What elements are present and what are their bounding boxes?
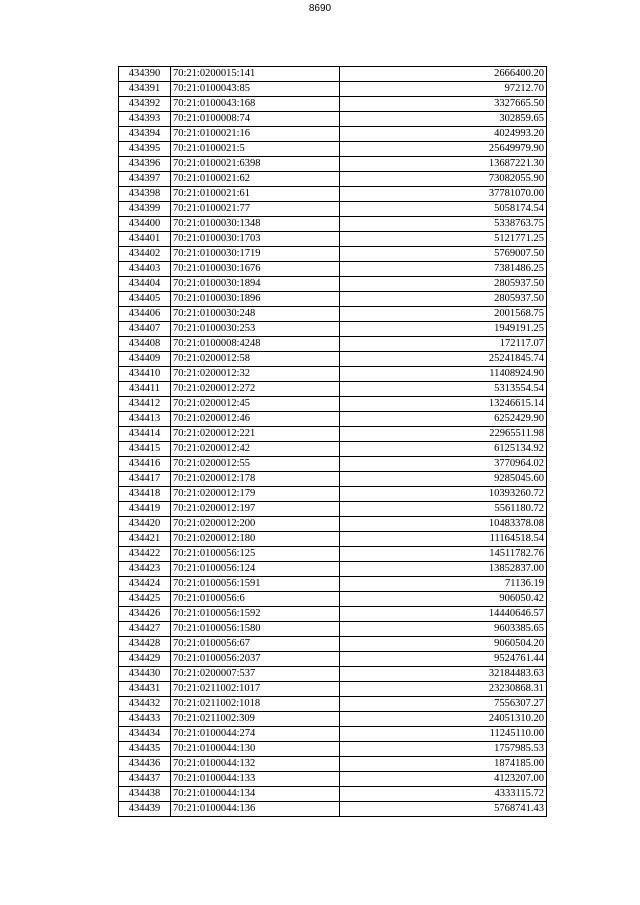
record-number-cell: 434418 — [119, 487, 171, 502]
cadastral-number-cell: 70:21:0100043:85 — [171, 82, 340, 97]
value-cell: 906050.42 — [340, 592, 547, 607]
cadastral-number-cell: 70:21:0100030:1894 — [171, 277, 340, 292]
value-cell: 32184483.63 — [340, 667, 547, 682]
record-number-cell: 434405 — [119, 292, 171, 307]
record-number-cell: 434411 — [119, 382, 171, 397]
record-number-cell: 434429 — [119, 652, 171, 667]
record-number-cell: 434425 — [119, 592, 171, 607]
table-row — [119, 772, 547, 787]
cadastral-number-cell: 70:21:0100030:253 — [171, 322, 340, 337]
value-cell: 37781070.00 — [340, 187, 547, 202]
record-number-cell: 434416 — [119, 457, 171, 472]
record-number-cell: 434391 — [119, 82, 171, 97]
table-row — [119, 637, 547, 652]
record-number-cell: 434402 — [119, 247, 171, 262]
record-number-cell: 434431 — [119, 682, 171, 697]
record-number-cell: 434393 — [119, 112, 171, 127]
cadastral-number-cell: 70:21:0100021:61 — [171, 187, 340, 202]
table-row — [119, 652, 547, 667]
value-cell: 2805937.50 — [340, 292, 547, 307]
record-number-cell: 434390 — [119, 67, 171, 82]
value-cell: 25241845.74 — [340, 352, 547, 367]
value-cell: 5769007.50 — [340, 247, 547, 262]
cadastral-number-cell: 70:21:0200012:179 — [171, 487, 340, 502]
record-number-cell: 434408 — [119, 337, 171, 352]
value-cell: 13246615.14 — [340, 397, 547, 412]
table-row — [119, 307, 547, 322]
cadastral-number-cell: 70:21:0100030:248 — [171, 307, 340, 322]
value-cell: 24051310.20 — [340, 712, 547, 727]
value-cell: 13687221.30 — [340, 157, 547, 172]
table-row — [119, 592, 547, 607]
record-number-cell: 434397 — [119, 172, 171, 187]
table-row — [119, 697, 547, 712]
table-row — [119, 427, 547, 442]
table-row — [119, 532, 547, 547]
value-cell: 1874185.00 — [340, 757, 547, 772]
cadastral-number-cell: 70:21:0200012:180 — [171, 532, 340, 547]
record-number-cell: 434434 — [119, 727, 171, 742]
record-number-cell: 434396 — [119, 157, 171, 172]
cadastral-number-cell: 70:21:0211002:1018 — [171, 697, 340, 712]
cadastral-number-cell: 70:21:0211002:309 — [171, 712, 340, 727]
record-number-cell: 434394 — [119, 127, 171, 142]
table-row — [119, 337, 547, 352]
record-number-cell: 434420 — [119, 517, 171, 532]
cadastral-number-cell: 70:21:0100030:1703 — [171, 232, 340, 247]
table-row — [119, 217, 547, 232]
table-row — [119, 577, 547, 592]
table-row — [119, 682, 547, 697]
record-number-cell: 434400 — [119, 217, 171, 232]
value-cell: 5338763.75 — [340, 217, 547, 232]
value-cell: 6125134.92 — [340, 442, 547, 457]
cadastral-number-cell: 70:21:0100021:6398 — [171, 157, 340, 172]
value-cell: 11408924.90 — [340, 367, 547, 382]
record-number-cell: 434435 — [119, 742, 171, 757]
table-row — [119, 667, 547, 682]
value-cell: 2001568.75 — [340, 307, 547, 322]
value-cell: 9524761.44 — [340, 652, 547, 667]
table-row — [119, 727, 547, 742]
record-number-cell: 434438 — [119, 787, 171, 802]
record-number-cell: 434433 — [119, 712, 171, 727]
record-number-cell: 434401 — [119, 232, 171, 247]
cadastral-number-cell: 70:21:0100056:67 — [171, 637, 340, 652]
value-cell: 14511782.76 — [340, 547, 547, 562]
cadastral-number-cell: 70:21:0100043:168 — [171, 97, 340, 112]
value-cell: 23230868.31 — [340, 682, 547, 697]
records-table — [118, 66, 547, 817]
cadastral-number-cell: 70:21:0200012:32 — [171, 367, 340, 382]
cadastral-number-cell: 70:21:0100044:132 — [171, 757, 340, 772]
record-number-cell: 434426 — [119, 607, 171, 622]
table-row — [119, 247, 547, 262]
value-cell: 1949191.25 — [340, 322, 547, 337]
table-row — [119, 112, 547, 127]
cadastral-number-cell: 70:21:0200012:46 — [171, 412, 340, 427]
table-row — [119, 82, 547, 97]
value-cell: 73082055.90 — [340, 172, 547, 187]
value-cell: 4024993.20 — [340, 127, 547, 142]
cadastral-number-cell: 70:21:0200012:272 — [171, 382, 340, 397]
table-row — [119, 547, 547, 562]
value-cell: 172117.07 — [340, 337, 547, 352]
cadastral-number-cell: 70:21:0100021:77 — [171, 202, 340, 217]
record-number-cell: 434414 — [119, 427, 171, 442]
cadastral-number-cell: 70:21:0200007:537 — [171, 667, 340, 682]
table-row — [119, 277, 547, 292]
record-number-cell: 434410 — [119, 367, 171, 382]
table-row — [119, 382, 547, 397]
cadastral-number-cell: 70:21:0100021:62 — [171, 172, 340, 187]
table-row — [119, 412, 547, 427]
record-number-cell: 434392 — [119, 97, 171, 112]
cadastral-number-cell: 70:21:0100030:1348 — [171, 217, 340, 232]
value-cell: 2666400.20 — [340, 67, 547, 82]
record-number-cell: 434419 — [119, 502, 171, 517]
cadastral-number-cell: 70:21:0200012:55 — [171, 457, 340, 472]
record-number-cell: 434409 — [119, 352, 171, 367]
cadastral-number-cell: 70:21:0100044:130 — [171, 742, 340, 757]
cadastral-number-cell: 70:21:0100030:1676 — [171, 262, 340, 277]
cadastral-number-cell: 70:21:0200012:58 — [171, 352, 340, 367]
value-cell: 302859.65 — [340, 112, 547, 127]
cadastral-number-cell: 70:21:0100056:1592 — [171, 607, 340, 622]
cadastral-number-cell: 70:21:0100008:74 — [171, 112, 340, 127]
value-cell: 9060504.20 — [340, 637, 547, 652]
cadastral-number-cell: 70:21:0100056:125 — [171, 547, 340, 562]
table-row — [119, 157, 547, 172]
record-number-cell: 434439 — [119, 802, 171, 817]
table-row — [119, 172, 547, 187]
record-number-cell: 434428 — [119, 637, 171, 652]
value-cell: 1757985.53 — [340, 742, 547, 757]
table-row — [119, 187, 547, 202]
table-row — [119, 262, 547, 277]
table-row — [119, 67, 547, 82]
table-row — [119, 622, 547, 637]
cadastral-number-cell: 70:21:0200012:45 — [171, 397, 340, 412]
value-cell: 11245110.00 — [340, 727, 547, 742]
record-number-cell: 434415 — [119, 442, 171, 457]
record-number-cell: 434403 — [119, 262, 171, 277]
cadastral-number-cell: 70:21:0200012:42 — [171, 442, 340, 457]
cadastral-number-cell: 70:21:0100030:1719 — [171, 247, 340, 262]
cadastral-number-cell: 70:21:0100008:4248 — [171, 337, 340, 352]
value-cell: 10393260.72 — [340, 487, 547, 502]
table-row — [119, 517, 547, 532]
record-number-cell: 434413 — [119, 412, 171, 427]
cadastral-number-cell: 70:21:0100056:1591 — [171, 577, 340, 592]
cadastral-number-cell: 70:21:0200012:221 — [171, 427, 340, 442]
value-cell: 5313554.54 — [340, 382, 547, 397]
table-row — [119, 787, 547, 802]
value-cell: 4333115.72 — [340, 787, 547, 802]
cadastral-number-cell: 70:21:0200012:178 — [171, 472, 340, 487]
table-row — [119, 397, 547, 412]
table-row — [119, 142, 547, 157]
record-number-cell: 434423 — [119, 562, 171, 577]
table-row — [119, 742, 547, 757]
value-cell: 10483378.08 — [340, 517, 547, 532]
table-row — [119, 487, 547, 502]
record-number-cell: 434407 — [119, 322, 171, 337]
cadastral-number-cell: 70:21:0100056:1580 — [171, 622, 340, 637]
value-cell: 3327665.50 — [340, 97, 547, 112]
record-number-cell: 434417 — [119, 472, 171, 487]
value-cell: 14440646.57 — [340, 607, 547, 622]
value-cell: 22965511.98 — [340, 427, 547, 442]
table-row — [119, 502, 547, 517]
value-cell: 5121771.25 — [340, 232, 547, 247]
table-row — [119, 562, 547, 577]
cadastral-number-cell: 70:21:0100056:6 — [171, 592, 340, 607]
record-number-cell: 434424 — [119, 577, 171, 592]
table-row — [119, 757, 547, 772]
value-cell: 5058174.54 — [340, 202, 547, 217]
cadastral-number-cell: 70:21:0100056:124 — [171, 562, 340, 577]
table-row — [119, 97, 547, 112]
table-row — [119, 367, 547, 382]
value-cell: 25649979.90 — [340, 142, 547, 157]
record-number-cell: 434399 — [119, 202, 171, 217]
record-number-cell: 434398 — [119, 187, 171, 202]
record-number-cell: 434427 — [119, 622, 171, 637]
record-number-cell: 434412 — [119, 397, 171, 412]
cadastral-number-cell: 70:21:0100044:274 — [171, 727, 340, 742]
record-number-cell: 434404 — [119, 277, 171, 292]
value-cell: 9285045.60 — [340, 472, 547, 487]
record-number-cell: 434436 — [119, 757, 171, 772]
records-table-body — [119, 67, 547, 817]
table-row — [119, 802, 547, 817]
record-number-cell: 434406 — [119, 307, 171, 322]
value-cell: 71136.19 — [340, 577, 547, 592]
cadastral-number-cell: 70:21:0200015:141 — [171, 67, 340, 82]
cadastral-number-cell: 70:21:0100021:5 — [171, 142, 340, 157]
cadastral-number-cell: 70:21:0100044:136 — [171, 802, 340, 817]
table-row — [119, 352, 547, 367]
value-cell: 2805937.50 — [340, 277, 547, 292]
table-row — [119, 202, 547, 217]
table-row — [119, 457, 547, 472]
value-cell: 97212.70 — [340, 82, 547, 97]
value-cell: 3770964.02 — [340, 457, 547, 472]
value-cell: 4123207.00 — [340, 772, 547, 787]
table-row — [119, 322, 547, 337]
page-number: 8690 — [308, 3, 332, 14]
cadastral-number-cell: 70:21:0100044:134 — [171, 787, 340, 802]
table-row — [119, 712, 547, 727]
cadastral-number-cell: 70:21:0100056:2037 — [171, 652, 340, 667]
table-row — [119, 472, 547, 487]
cadastral-number-cell: 70:21:0100030:1896 — [171, 292, 340, 307]
value-cell: 5561180.72 — [340, 502, 547, 517]
value-cell: 6252429.90 — [340, 412, 547, 427]
table-row — [119, 292, 547, 307]
table-row — [119, 127, 547, 142]
value-cell: 9603385.65 — [340, 622, 547, 637]
value-cell: 7556307.27 — [340, 697, 547, 712]
value-cell: 7381486.25 — [340, 262, 547, 277]
value-cell: 5768741.43 — [340, 802, 547, 817]
table-row — [119, 442, 547, 457]
table-row — [119, 607, 547, 622]
table-row — [119, 232, 547, 247]
cadastral-number-cell: 70:21:0200012:200 — [171, 517, 340, 532]
cadastral-number-cell: 70:21:0211002:1017 — [171, 682, 340, 697]
record-number-cell: 434430 — [119, 667, 171, 682]
record-number-cell: 434437 — [119, 772, 171, 787]
record-number-cell: 434421 — [119, 532, 171, 547]
value-cell: 11164518.54 — [340, 532, 547, 547]
cadastral-number-cell: 70:21:0100021:16 — [171, 127, 340, 142]
record-number-cell: 434422 — [119, 547, 171, 562]
cadastral-number-cell: 70:21:0200012:197 — [171, 502, 340, 517]
record-number-cell: 434432 — [119, 697, 171, 712]
value-cell: 13852837.00 — [340, 562, 547, 577]
cadastral-number-cell: 70:21:0100044:133 — [171, 772, 340, 787]
record-number-cell: 434395 — [119, 142, 171, 157]
